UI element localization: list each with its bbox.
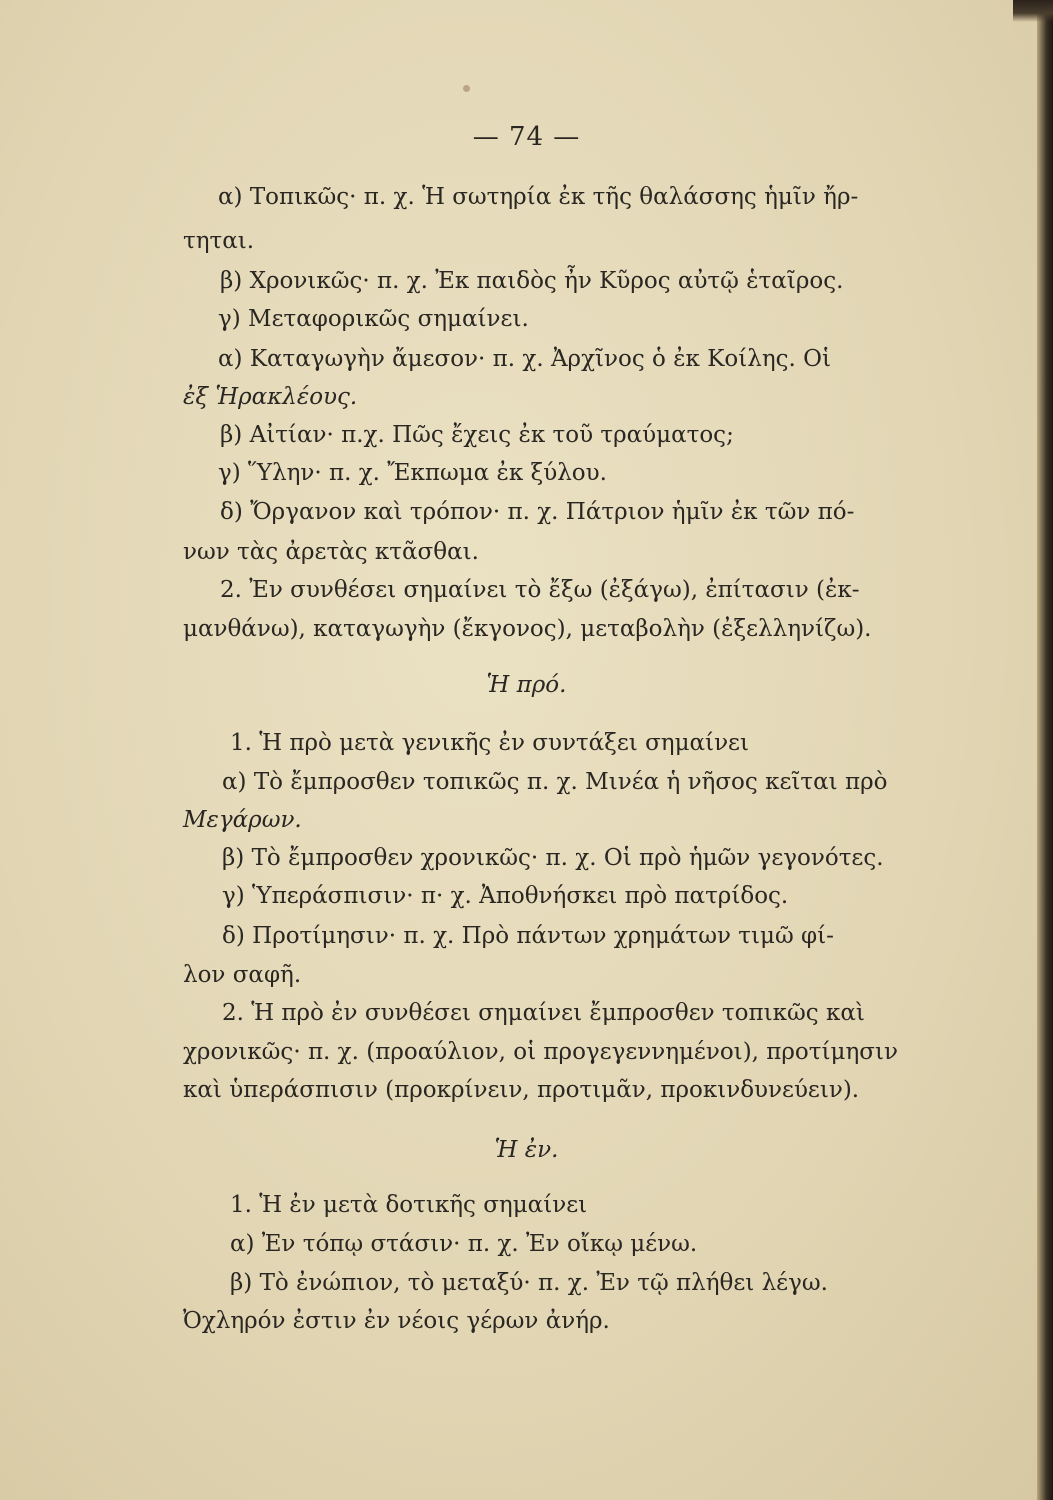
text-line: β) Αἰτίαν· π.χ. Πῶς ἔχεις ἐκ τοῦ τραύματος;: [220, 422, 734, 448]
text-line: 2. Ἡ πρὸ ἐν συνθέσει σημαίνει ἔμπροσθεν τοπικῶς καὶ: [222, 1000, 865, 1026]
text-line: 1. Ἡ ἐν μετὰ δοτικῆς σημαίνει: [230, 1192, 588, 1218]
text-line: δ) Προτίμησιν· π. χ. Πρὸ πάντων χρημάτων τιμῶ φί-: [222, 923, 834, 949]
text-line: α) Ἐν τόπῳ στάσιν· π. χ. Ἐν οἴκῳ μένω.: [230, 1231, 698, 1257]
text-line: α) Καταγωγὴν ἄμεσον· π. χ. Ἀρχῖνος ὁ ἐκ Κοίλης. Οἱ: [218, 346, 832, 372]
text-line: β) Τὸ ἔμπροσθεν χρονικῶς· π. χ. Οἱ πρὸ ἡμῶν γεγονότες.: [222, 845, 884, 871]
text-line: καὶ ὑπεράσπισιν (προκρίνειν, προτιμᾶν, προκινδυνεύειν).: [183, 1077, 860, 1103]
text-line: τηται.: [183, 228, 255, 254]
page-corner-shadow: [1013, 0, 1053, 22]
text-line: Ὀχληρόν ἐστιν ἐν νέοις γέρων ἀνήρ.: [183, 1308, 610, 1334]
section-heading: Ἡ ἐν.: [494, 1137, 559, 1163]
text-line: γ) Μεταφορικῶς σημαίνει.: [218, 306, 529, 332]
page-edge-shadow: [1037, 0, 1053, 1500]
section-heading: Ἡ πρό.: [486, 672, 567, 698]
text-line: γ) Ὑπεράσπισιν· π· χ. Ἀποθνήσκει πρὸ πατρίδος.: [222, 883, 789, 909]
text-line: β) Τὸ ἐνώπιον, τὸ μεταξύ· π. χ. Ἐν τῷ πλήθει λέγω.: [230, 1270, 828, 1296]
text-line: γ) Ὕλην· π. χ. Ἔκπωμα ἐκ ξύλου.: [218, 460, 607, 486]
text-line: α) Τοπικῶς· π. χ. Ἡ σωτηρία ἐκ τῆς θαλάσσης ἡμῖν ἤρ-: [218, 184, 859, 210]
text-line: δ) Ὄργανον καὶ τρόπον· π. χ. Πάτριον ἡμῖν ἐκ τῶν πό-: [220, 499, 855, 525]
text-line: μανθάνω), καταγωγὴν (ἔκγονος), μεταβολὴν (ἐξελληνίζω).: [183, 616, 872, 642]
text-line: α) Τὸ ἔμπροσθεν τοπικῶς π. χ. Μινέα ἡ νῆσος κεῖται πρὸ: [222, 769, 888, 795]
text-line: β) Χρονικῶς· π. χ. Ἐκ παιδὸς ἦν Κῦρος αὐτῷ ἑταῖρος.: [220, 268, 844, 294]
text-line: Μεγάρων.: [183, 807, 302, 833]
page-number: — 74 —: [472, 122, 581, 152]
text-line: χρονικῶς· π. χ. (προαύλιον, οἱ προγεγεννημένοι), προτίμησιν: [183, 1039, 898, 1065]
text-line: λον σαφῆ.: [183, 962, 302, 988]
paper-speck: [463, 85, 470, 92]
text-line: 2. Ἐν συνθέσει σημαίνει τὸ ἔξω (ἐξάγω), ἐπίτασιν (ἐκ-: [220, 577, 860, 603]
text-line: 1. Ἡ πρὸ μετὰ γενικῆς ἐν συντάξει σημαίνει: [230, 730, 749, 756]
text-line: νων τὰς ἀρετὰς κτᾶσθαι.: [183, 539, 479, 565]
text-line: ἐξ Ἡρακλέους.: [183, 384, 358, 410]
